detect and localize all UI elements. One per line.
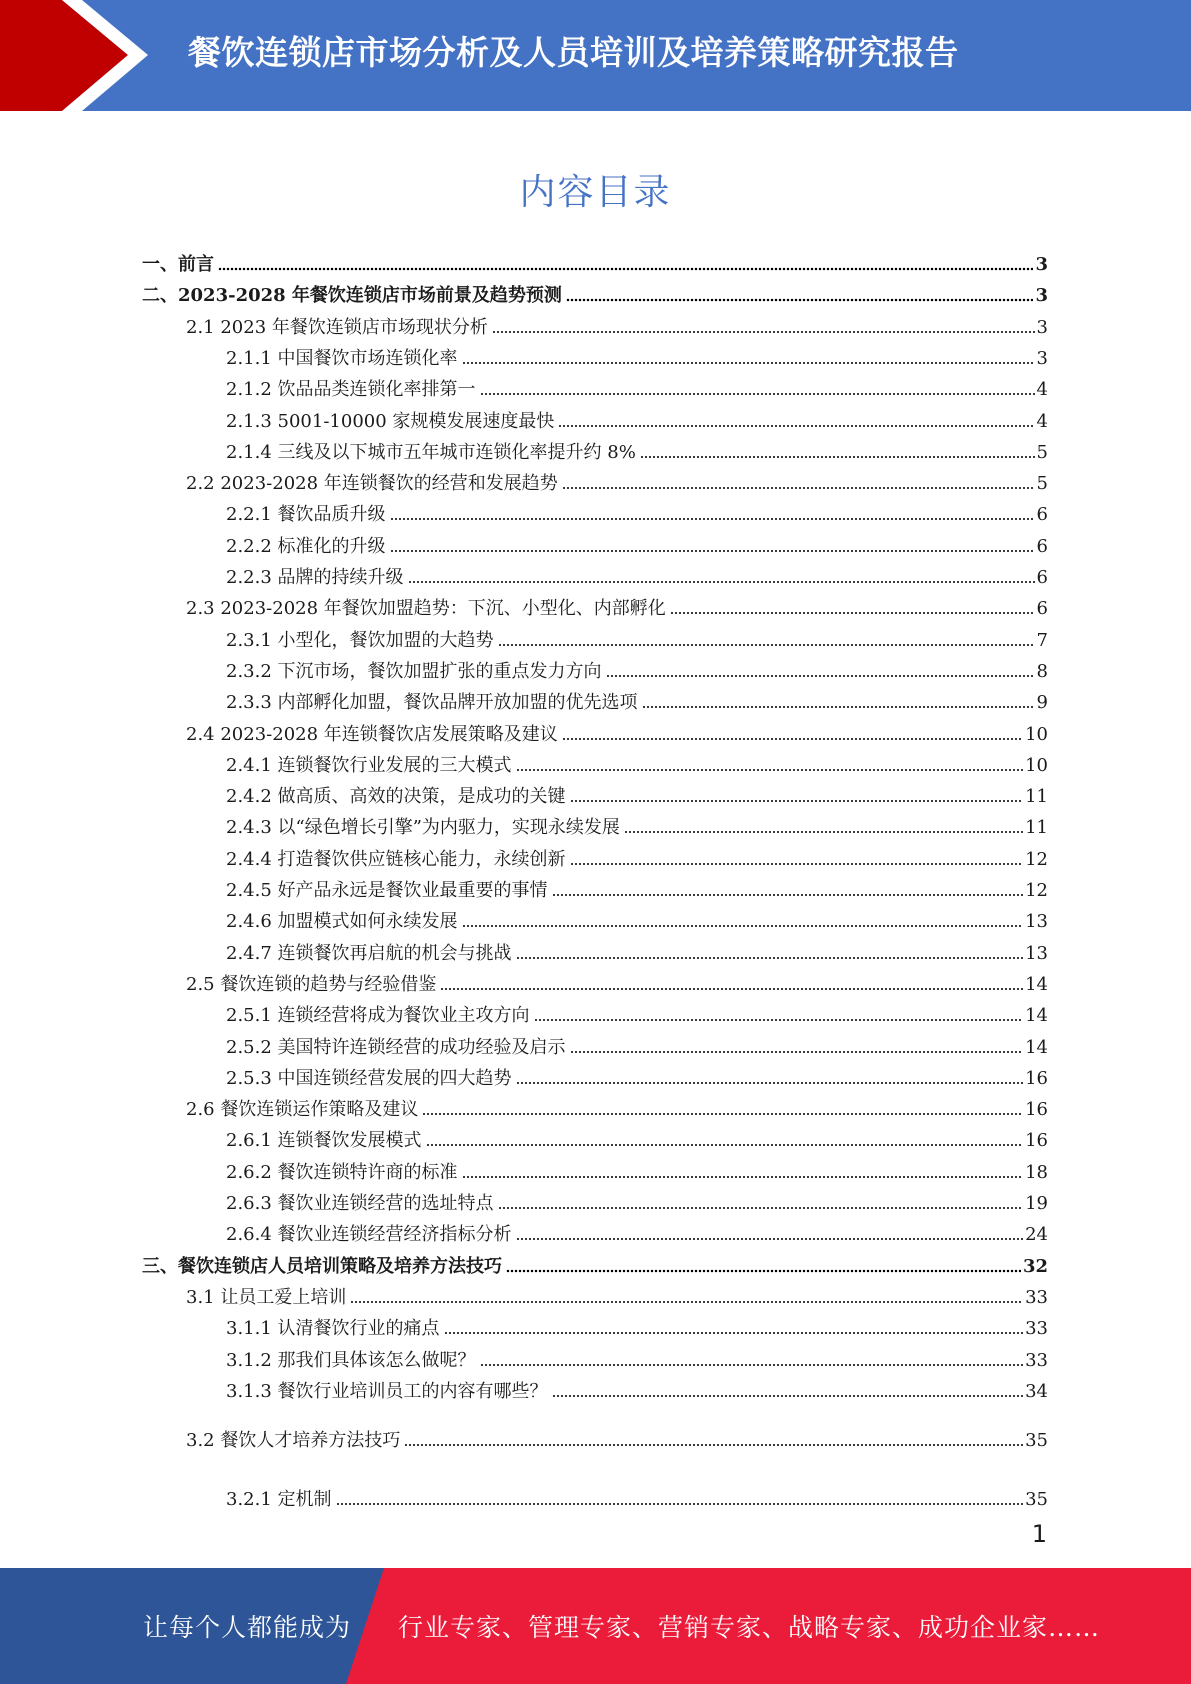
toc-entry-text: 3.2 餐饮人才培养方法技巧 (186, 1430, 401, 1452)
toc-entry[interactable] (226, 1373, 1048, 1403)
toc-entry[interactable] (226, 403, 1048, 433)
toc-dot-leader (552, 893, 1024, 897)
toc-entry[interactable] (186, 590, 1048, 620)
toc-entry[interactable] (226, 1342, 1048, 1372)
toc-entry[interactable] (226, 1216, 1048, 1246)
toc-entry-page: 4 (1036, 379, 1048, 401)
toc-entry-text: 2.3.3 内部孵化加盟，餐饮品牌开放加盟的优先选项 (226, 692, 638, 714)
toc-entry-text: 3.1.3 餐饮行业培训员工的内容有哪些？ (226, 1380, 548, 1402)
toc-entry[interactable] (142, 246, 1048, 276)
toc-entry-page: 3 (1035, 254, 1048, 275)
toc-entry[interactable] (226, 622, 1048, 652)
toc-entry[interactable] (226, 747, 1048, 777)
toc-entry[interactable] (142, 1248, 1048, 1278)
toc-entry-text: 2.4.5 好产品永远是餐饮业最重要的事情 (226, 880, 548, 901)
toc-entry-text: 2.6.1 连锁餐饮发展模式 (226, 1130, 422, 1152)
toc-entry-text: 2.1.1 中国餐饮市场连锁化率 (226, 347, 458, 369)
toc-title: 内容目录 (519, 172, 672, 213)
toc-entry-page: 32 (1022, 1255, 1048, 1277)
toc-entry-text: 2.5.2 美国特许连锁经营的成功经验及启示 (226, 1036, 566, 1058)
report-title: 餐饮连锁店市场分析及人员培训及培养策略研究报告 (188, 33, 959, 72)
toc-entry[interactable] (226, 653, 1048, 683)
toc-dot-leader (404, 1443, 1023, 1447)
toc-dot-leader (350, 1300, 1023, 1304)
toc-entry-text: 3.1.2 那我们具体该怎么做呢？ (226, 1349, 476, 1371)
toc-entry-text: 一、前言 (142, 254, 214, 275)
toc-entry-text: 2.4.3 以“绿色增长引擎”为内驱力，实现永续发展 (226, 817, 620, 839)
toc-entry-page: 19 (1025, 1193, 1048, 1214)
toc-entry[interactable] (226, 1154, 1048, 1184)
toc-entry-page: 35 (1025, 1489, 1048, 1511)
toc-entry-page: 12 (1025, 848, 1048, 870)
toc-dot-leader (570, 862, 1024, 866)
toc-dot-leader (218, 267, 1033, 271)
toc-entry[interactable] (226, 371, 1048, 401)
toc-entry-page: 11 (1025, 786, 1048, 808)
toc-entry[interactable] (226, 340, 1048, 370)
toc-entry-text: 2.3.1 小型化，餐饮加盟的大趋势 (226, 629, 494, 651)
toc-dot-leader (422, 1112, 1023, 1116)
toc-entry[interactable] (226, 1122, 1048, 1152)
toc-entry[interactable] (226, 1029, 1048, 1059)
toc-entry[interactable] (186, 1091, 1048, 1121)
toc-entry[interactable] (186, 465, 1048, 495)
toc-entry-text: 2.6.3 餐饮业连锁经营的选址特点 (226, 1193, 494, 1214)
toc-entry-page: 14 (1025, 1036, 1048, 1058)
toc-entry-page: 6 (1036, 504, 1048, 526)
toc-dot-leader (498, 643, 1035, 647)
toc-entry-page: 3 (1036, 316, 1048, 338)
toc-entry[interactable] (226, 684, 1048, 714)
toc-dot-leader (498, 1206, 1024, 1210)
toc-entry[interactable] (226, 903, 1048, 933)
toc-entry-page: 16 (1025, 1067, 1048, 1089)
toc-entry-page: 13 (1025, 911, 1048, 933)
toc-dot-leader (440, 987, 1023, 991)
toc-entry[interactable] (186, 716, 1048, 746)
toc-entry[interactable] (226, 872, 1048, 902)
toc-entry-text: 2.6 餐饮连锁运作策略及建议 (186, 1099, 419, 1121)
toc-entry-text: 2.2.2 标准化的升级 (226, 535, 386, 557)
page-number: 1 (1031, 1520, 1047, 1548)
toc-entry-text: 2.4.2 做高质、高效的决策，是成功的关键 (226, 786, 566, 808)
toc-entry[interactable] (226, 528, 1048, 558)
toc-entry-page: 4 (1036, 410, 1048, 432)
toc-dot-leader (506, 1269, 1021, 1273)
toc-entry-page: 33 (1025, 1349, 1048, 1371)
toc-dot-leader (408, 580, 1035, 584)
toc-entry-page: 11 (1025, 817, 1048, 839)
toc-entry[interactable] (226, 778, 1048, 808)
toc-entry-text: 3.2.1 定机制 (226, 1489, 332, 1511)
toc-entry[interactable] (226, 935, 1048, 965)
toc-entry-page: 9 (1036, 692, 1048, 714)
toc-entry-page: 10 (1025, 723, 1048, 745)
toc-entry-text: 2.2.1 餐饮品质升级 (226, 504, 386, 526)
toc-entry-page: 14 (1025, 1005, 1048, 1027)
toc-dot-leader (516, 956, 1024, 960)
toc-entry-page: 14 (1025, 973, 1048, 995)
toc-entry-text: 2.2 2023-2028 年连锁餐饮的经营和发展趋势 (186, 473, 558, 495)
toc-entry[interactable] (142, 277, 1048, 307)
toc-entry-page: 10 (1025, 754, 1048, 776)
toc-entry[interactable] (226, 841, 1048, 871)
toc-entry[interactable] (186, 966, 1048, 996)
footer-slogan-left: 让每个人都能成为 (143, 1613, 352, 1642)
toc-entry[interactable] (226, 1310, 1048, 1340)
toc-entry-page: 16 (1025, 1130, 1048, 1152)
toc-entry-page: 7 (1036, 629, 1048, 651)
toc-dot-leader (552, 1394, 1024, 1398)
toc-entry-text: 2.4.4 打造餐饮供应链核心能力，永续创新 (226, 848, 566, 870)
toc-dot-leader (642, 705, 1035, 709)
toc-entry-text: 2.1 2023 年餐饮连锁店市场现状分析 (186, 316, 488, 338)
toc-entry-page: 33 (1025, 1286, 1048, 1308)
toc-entry-text: 2.3.2 下沉市场，餐饮加盟扩张的重点发力方向 (226, 660, 602, 682)
toc-dot-leader (640, 455, 1035, 459)
toc-entry[interactable] (226, 1185, 1048, 1215)
toc-dot-leader (570, 799, 1024, 803)
toc-dot-leader (570, 1050, 1024, 1054)
toc-entry-text: 3.1.1 认清餐饮行业的痛点 (226, 1318, 440, 1340)
toc-entry[interactable] (226, 1481, 1048, 1511)
toc-dot-leader (492, 330, 1035, 334)
toc-entry-text: 2.4.7 连锁餐饮再启航的机会与挑战 (226, 942, 512, 964)
toc-entry-page: 5 (1036, 473, 1048, 495)
toc-entry[interactable] (186, 1279, 1048, 1309)
toc-dot-leader (562, 737, 1023, 741)
toc-entry-page: 3 (1035, 285, 1048, 307)
toc-entry-page: 6 (1036, 535, 1048, 557)
toc-dot-leader (670, 611, 1035, 615)
toc-entry-text: 2.2.3 品牌的持续升级 (226, 567, 404, 588)
toc-entry-text: 2.5.3 中国连锁经营发展的四大趋势 (226, 1067, 512, 1089)
toc-entry-text: 2.5 餐饮连锁的趋势与经验借鉴 (186, 973, 437, 995)
toc-dot-leader (480, 392, 1035, 396)
toc-entry-text: 2.5.1 连锁经营将成为餐饮业主攻方向 (226, 1005, 530, 1027)
toc-entry[interactable] (226, 559, 1048, 589)
toc-entry-page: 33 (1025, 1318, 1048, 1340)
toc-dot-leader (390, 517, 1035, 521)
toc-dot-leader (426, 1143, 1024, 1147)
toc-dot-leader (336, 1502, 1024, 1506)
toc-dot-leader (534, 1018, 1024, 1022)
toc-entry-text: 2.6.4 餐饮业连锁经营经济指标分析 (226, 1224, 512, 1246)
toc-entry-page: 16 (1025, 1099, 1048, 1121)
toc-entry-text: 2.1.4 三线及以下城市五年城市连锁化率提升约 8% (226, 441, 636, 463)
toc-dot-leader (462, 924, 1024, 928)
toc-entry-text: 2.4 2023-2028 年连锁餐饮店发展策略及建议 (186, 723, 558, 745)
toc-entry-text: 2.1.3 5001-10000 家规模发展速度最快 (226, 410, 555, 432)
toc-entry[interactable] (226, 496, 1048, 526)
toc-dot-leader (562, 486, 1035, 490)
toc-entry-page: 18 (1025, 1161, 1048, 1183)
toc-dot-leader (390, 549, 1035, 553)
toc-entry-text: 二、2023-2028 年餐饮连锁店市场前景及趋势预测 (142, 285, 562, 307)
toc-dot-leader (516, 768, 1024, 772)
toc-entry-page: 13 (1025, 942, 1048, 964)
toc-entry-page: 3 (1036, 347, 1048, 369)
toc-entry-text: 2.4.1 连锁餐饮行业发展的三大模式 (226, 754, 512, 776)
toc-entry[interactable] (226, 997, 1048, 1027)
toc-entry-page: 8 (1036, 660, 1048, 682)
toc-dot-leader (480, 1363, 1024, 1367)
toc-entry-text: 2.4.6 加盟模式如何永续发展 (226, 911, 458, 933)
toc-dot-leader (558, 424, 1034, 428)
toc-dot-leader (462, 361, 1035, 365)
toc-entry[interactable] (226, 1060, 1048, 1090)
toc-entry-page: 34 (1025, 1380, 1048, 1402)
toc-dot-leader (624, 830, 1023, 834)
toc-entry[interactable] (226, 809, 1048, 839)
toc-entry[interactable] (186, 309, 1048, 339)
footer-slogan-right: 行业专家、管理专家、营销专家、战略专家、成功企业家…… (398, 1613, 1101, 1642)
toc-entry[interactable] (186, 1422, 1048, 1452)
toc-dot-leader (516, 1237, 1024, 1241)
toc-entry-page: 5 (1036, 441, 1048, 463)
toc-entry-page: 6 (1036, 567, 1048, 588)
toc-entry-text: 2.1.2 饮品品类连锁化率排第一 (226, 379, 476, 401)
toc-dot-leader (516, 1081, 1024, 1085)
toc-entry-page: 35 (1025, 1430, 1048, 1452)
toc-entry-text: 三、餐饮连锁店人员培训策略及培养方法技巧 (142, 1255, 502, 1277)
toc-dot-leader (444, 1331, 1024, 1335)
toc-entry-page: 24 (1025, 1224, 1048, 1246)
toc-entry-text: 3.1 让员工爱上培训 (186, 1286, 347, 1308)
footer-banner (0, 1568, 1191, 1684)
toc-entry[interactable] (226, 434, 1048, 464)
toc-entry-page: 12 (1025, 880, 1048, 901)
toc-dot-leader (606, 674, 1035, 678)
toc-dot-leader (566, 298, 1034, 302)
toc-entry-text: 2.6.2 餐饮连锁特许商的标准 (226, 1161, 458, 1183)
toc-entry-text: 2.3 2023-2028 年餐饮加盟趋势：下沉、小型化、内部孵化 (186, 598, 666, 620)
toc-entry-page: 6 (1036, 598, 1048, 620)
toc-dot-leader (462, 1175, 1024, 1179)
